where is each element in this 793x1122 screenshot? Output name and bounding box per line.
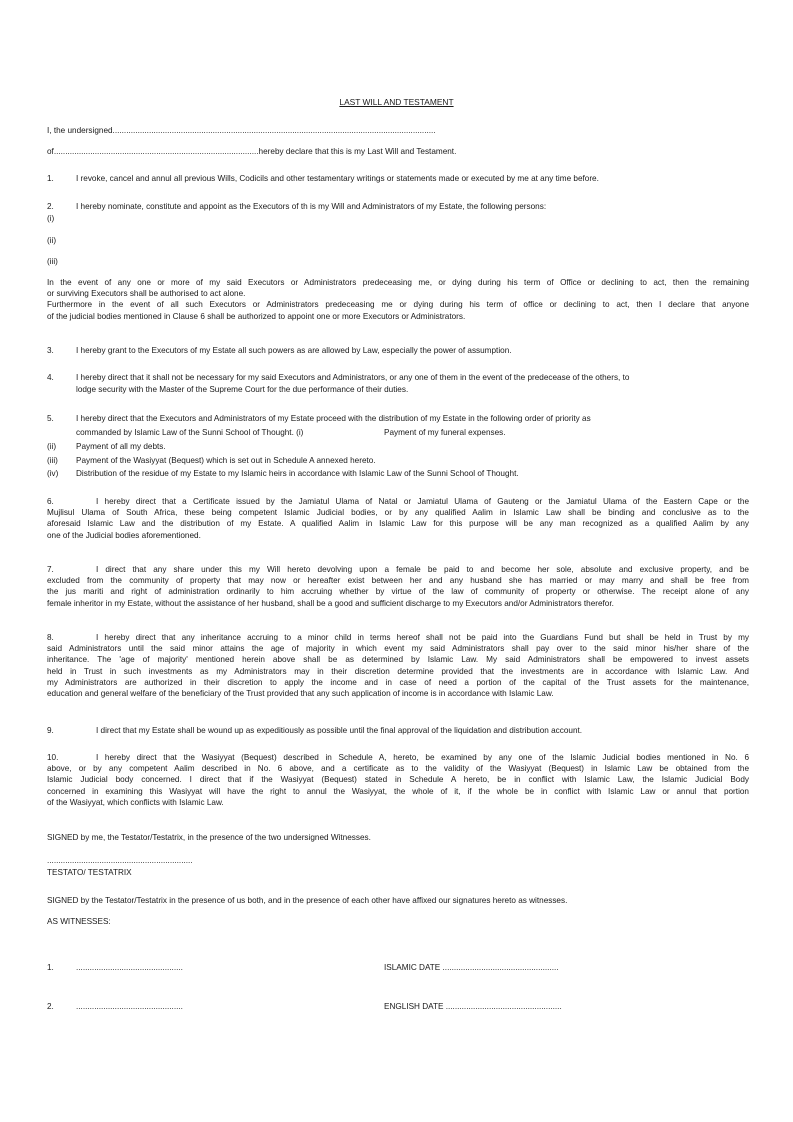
priority-item-1: Payment of my funeral expenses. (384, 428, 506, 437)
executor-predecease-paragraph (47, 277, 749, 322)
clause-6-line: Mujlisul Ulama of South Africa, these being competent Islamic Judicial bodies, or by any qualified Aalim in Islamic Law shall be binding and conclusive as to the (47, 508, 749, 518)
clause-3-number: 3. (47, 346, 54, 355)
clause-6-line: one of the Judicial bodies aforementioned. (47, 530, 201, 540)
undersigned-line: I, the undersigned.............................................................................................................................................. (47, 126, 436, 135)
clause-5-line: I hereby direct that the Executors and Administrators of my Estate proceed with the distribution of my Estate in the following order of priority as (76, 414, 591, 423)
clause-4-number: 4. (47, 373, 54, 382)
clause-8-line: held in Trust in such investments as my Administrators may in their discretion determine provided that the investments are in accordance with Islamic Law. And (47, 666, 749, 676)
clause-5-number: 5. (47, 414, 54, 423)
clause-1-text: I revoke, cancel and annul all previous Wills, Codicils and other testamentary writings or statements made or executed by me at any time before. (76, 174, 599, 183)
as-witnesses-label: AS WITNESSES: (47, 917, 111, 926)
clause-2-text: I hereby nominate, constitute and appoint as the Executors of th is my Will and Administrators of my Estate, the following persons: (76, 202, 547, 211)
witness-1-number: 1. (47, 963, 54, 972)
clause-10-number: 10. (47, 753, 59, 762)
document-title: LAST WILL AND TESTAMENT (339, 97, 454, 107)
clause-4-line: lodge security with the Master of the Supreme Court for the due performance of their duties. (76, 385, 409, 394)
declaration-line: of..........................................................................................hereby declare that this is my Last Will and Testament. (47, 147, 457, 156)
clause-2-number: 2. (47, 202, 54, 211)
english-date-field: ENGLISH DATE ................................................... (384, 1002, 562, 1011)
signed-by-testator-statement: SIGNED by me, the Testator/Testatrix, in the presence of the two undersigned Witnesses. (47, 833, 371, 842)
clause-8-number: 8. (47, 633, 54, 642)
paragraph-line: Furthermore in the event of all such Executors or Administrators predeceasing me or dying during his term of office or declining to act, then I declare that anyone (47, 300, 749, 310)
priority-number: (iv) (47, 469, 59, 478)
clause-8-line: education and general welfare of the beneficiary of the Trust provided that any such application of income is in accordance with Islamic Law. (47, 689, 554, 699)
clause-7-line: excluded from the community of property that may now or hereafter exist between her and any husband she has married or may marry and shall be free from (47, 576, 749, 586)
clause-3-text: I hereby grant to the Executors of my Estate all such powers as are allowed by Law, especially the power of assumption. (76, 346, 512, 355)
clause-1-number: 1. (47, 174, 54, 183)
witness-2-number: 2. (47, 1002, 54, 1011)
executor-item-1: (i) (47, 214, 55, 223)
clause-4-line: I hereby direct that it shall not be necessary for my said Executors and Administrators, or any one of them in the event of the predecease of the others, to (76, 373, 630, 382)
clause-8-line: said Administrators until the said minor attains the age of majority in which event my said Administrators shall pay over to the said minor his/her share of the (47, 644, 749, 654)
clause-7-line: the jus mariti and right of administration ordinarily to him accruing whether by virtue of the law of community of property or otherwise. The receipt alone of any (47, 587, 749, 597)
testator-signature-line: ................................................................ (47, 856, 193, 865)
paragraph-line: In the event of any one or more of my said Executors or Administrators predeceasing me, or dying during his term of Office or declining to act, then the remaining (47, 278, 749, 287)
clause-10-line: of the Wasiyyat, which conflicts with Islamic Law. (47, 797, 224, 807)
clause-7-number: 7. (47, 565, 54, 574)
clause-10-line: Islamic Judicial body concerned. I direct that if the Wasiyyat (Bequest) stated in Schedule A hereto, be in conflict with Islamic Law, the Islamic Judicial Body (47, 775, 749, 785)
clause-10-line: 10. I hereby direct that the Wasiyyat (Bequest) described in Schedule A, hereto, be examined by any one of the Islamic Judicial bodies mentioned in No. 6 (47, 753, 749, 762)
priority-item-2: Payment of all my debts. (76, 442, 166, 451)
witness-2-signature-line: ............................................... (76, 1002, 183, 1011)
clause-5-line: commanded by Islamic Law of the Sunni School of Thought. (i) (76, 428, 304, 437)
clause-9-text: I direct that my Estate shall be wound up as expeditiously as possible until the final approval of the liquidation and distribution account. (96, 726, 583, 735)
priority-number: (ii) (47, 442, 57, 451)
clause-10 (47, 752, 749, 808)
testator-label: TESTATO/ TESTATRIX (47, 868, 132, 877)
executor-item-2: (ii) (47, 236, 57, 245)
clause-8-line: 8. I hereby direct that any inheritance accruing to a minor child in terms hereof shall not be paid into the Guardians Fund but shall be held in Trust by my (47, 633, 749, 642)
clause-6-line: aforesaid Islamic Law and the distribution of my Estate. A qualified Aalim in Islamic Law for this purpose will be any man recognized as a qualified Aalim by any (47, 519, 749, 529)
clause-10-line: concerned in examining this Wasiyyat will have the right to annul the Wasiyyat, the whole of it, if the whole be in conflict with Islamic Law or annul that portion (47, 786, 749, 796)
priority-item-3: Payment of the Wasiyyat (Bequest) which is set out in Schedule A annexed hereto. (76, 456, 376, 465)
clause-9-number: 9. (47, 726, 54, 735)
clause-8-line: my Administrators are authorized in their discretion to apply the income and in case of need a portion of the capital of the Trust assets for the maintenance, (47, 677, 749, 687)
signed-by-witnesses-statement: SIGNED by the Testator/Testatrix in the presence of us both, and in the presence of each other have affixed our signatures hereto as witnesses. (47, 896, 568, 905)
clause-6-line: 6. I hereby direct that a Certificate issued by the Jamiatul Ulama of Natal or Jamiatul Ulama of Gauteng or the Jamiatul Ulama of the Eastern Cape or the (47, 497, 749, 506)
paragraph-line: of the judicial bodies mentioned in Clause 6 shall be authorized to appoint one or more Executors or Administrators. (47, 311, 466, 321)
executor-item-3: (iii) (47, 257, 58, 266)
clause-8-line: inheritance. The 'age of majority' mentioned herein above shall be as determined by Islamic Law. My said Administrators shall be empowered to invest assets (47, 655, 749, 665)
islamic-date-field: ISLAMIC DATE ................................................... (384, 963, 559, 972)
priority-number: (iii) (47, 456, 58, 465)
clause-7-line: female inheritor in my Estate, without the assistance of her husband, shall be a good and sufficient discharge to my Executors and/or Administrators therefor. (47, 598, 614, 608)
priority-item-4: Distribution of the residue of my Estate to my Islamic heirs in accordance with Islamic Law of the Sunni School of Thought. (76, 469, 519, 478)
clause-8 (47, 632, 749, 699)
paragraph-line: or surviving Executors shall be authorised to act alone. (47, 289, 246, 299)
witness-1-signature-line: ............................................... (76, 963, 183, 972)
clause-7 (47, 564, 749, 609)
clause-7-line: 7. I direct that any share under this my Will hereto devolving upon a female be paid to and become her sole, absolute and exclusive property, and be (47, 565, 749, 574)
clause-6 (47, 496, 749, 541)
clause-6-number: 6. (47, 497, 54, 506)
clause-10-line: above, or by any competent Aalim described in No. 6 above, and a certificate as to the validity of the Wasiyyat (Bequest) in Islamic Law be obtained from the (47, 764, 749, 774)
